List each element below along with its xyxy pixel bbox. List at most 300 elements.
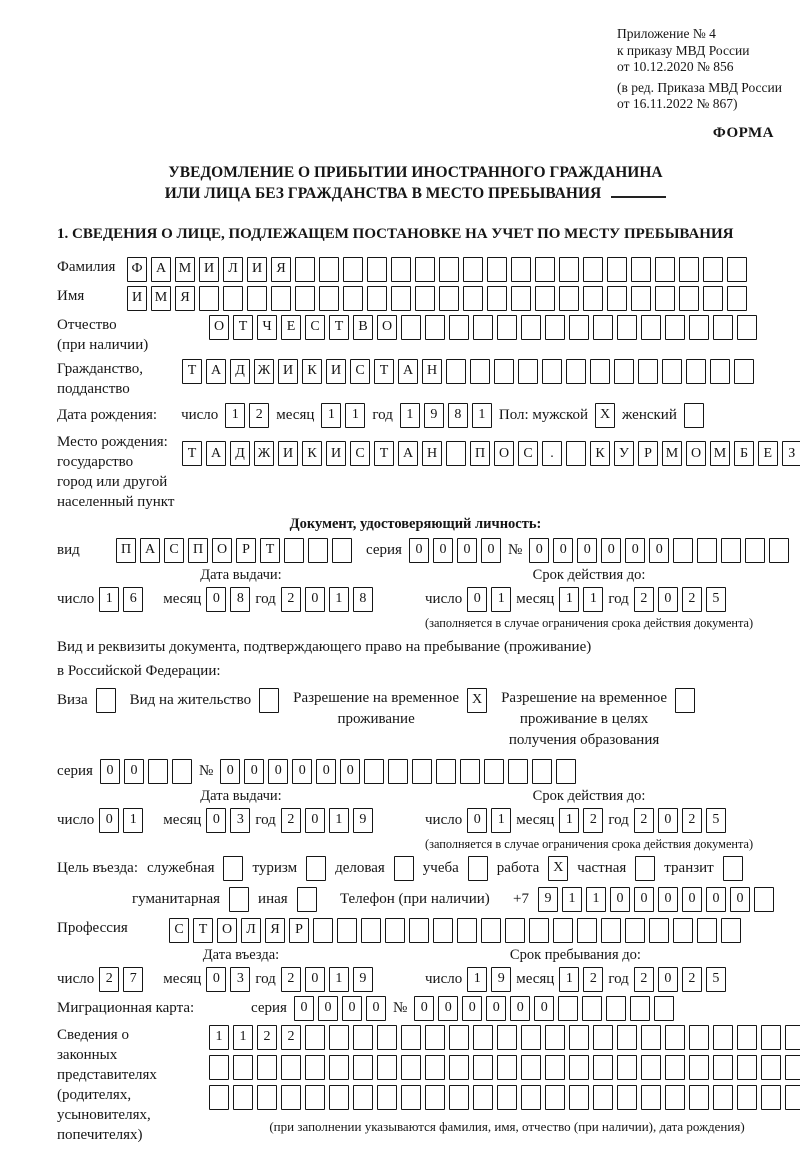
- char-cell[interactable]: 2: [281, 1025, 301, 1050]
- char-cell[interactable]: [785, 1055, 800, 1080]
- char-cell[interactable]: [737, 315, 757, 340]
- char-cell[interactable]: М: [151, 286, 171, 311]
- char-cell[interactable]: [569, 1025, 589, 1050]
- char-cell[interactable]: 5: [706, 587, 726, 612]
- char-cell[interactable]: .: [542, 441, 562, 466]
- char-cell[interactable]: [497, 1055, 517, 1080]
- char-cell[interactable]: Я: [271, 257, 291, 282]
- char-cell[interactable]: [713, 1025, 733, 1050]
- char-cell[interactable]: 0: [316, 759, 336, 784]
- char-cell[interactable]: [545, 315, 565, 340]
- char-cell[interactable]: 0: [634, 887, 654, 912]
- char-cell[interactable]: [521, 315, 541, 340]
- char-cell[interactable]: 0: [366, 996, 386, 1021]
- char-cell[interactable]: [361, 918, 381, 943]
- char-cell[interactable]: 1: [400, 403, 420, 428]
- char-cell[interactable]: [470, 359, 490, 384]
- char-cell[interactable]: [353, 1025, 373, 1050]
- char-cell[interactable]: Ф: [127, 257, 147, 282]
- char-cell[interactable]: 2: [99, 967, 119, 992]
- char-cell[interactable]: [401, 1085, 421, 1110]
- char-cell[interactable]: [353, 1085, 373, 1110]
- char-cell[interactable]: 0: [342, 996, 362, 1021]
- char-cell[interactable]: [505, 918, 525, 943]
- char-cell[interactable]: Д: [230, 359, 250, 384]
- char-cell[interactable]: [247, 286, 267, 311]
- char-cell[interactable]: 0: [467, 808, 487, 833]
- char-cell[interactable]: П: [188, 538, 208, 563]
- char-cell[interactable]: Е: [758, 441, 778, 466]
- char-cell[interactable]: А: [206, 441, 226, 466]
- char-cell[interactable]: 0: [438, 996, 458, 1021]
- char-cell[interactable]: Я: [175, 286, 195, 311]
- char-cell[interactable]: Р: [638, 441, 658, 466]
- char-cell[interactable]: 1: [123, 808, 143, 833]
- char-cell[interactable]: [713, 1055, 733, 1080]
- char-cell[interactable]: 2: [634, 967, 654, 992]
- char-cell[interactable]: М: [175, 257, 195, 282]
- char-cell[interactable]: 0: [414, 996, 434, 1021]
- char-cell[interactable]: 0: [534, 996, 554, 1021]
- char-cell[interactable]: 2: [583, 967, 603, 992]
- char-cell[interactable]: 8: [230, 587, 250, 612]
- char-cell[interactable]: 0: [206, 808, 226, 833]
- char-cell[interactable]: [319, 257, 339, 282]
- char-cell[interactable]: [377, 1055, 397, 1080]
- char-cell[interactable]: [439, 286, 459, 311]
- char-cell[interactable]: [545, 1055, 565, 1080]
- char-cell[interactable]: [223, 286, 243, 311]
- char-cell[interactable]: [582, 996, 602, 1021]
- char-cell[interactable]: [209, 1055, 229, 1080]
- char-cell[interactable]: [281, 1085, 301, 1110]
- char-cell[interactable]: 1: [321, 403, 341, 428]
- char-cell[interactable]: О: [212, 538, 232, 563]
- char-cell[interactable]: [425, 1025, 445, 1050]
- char-cell[interactable]: [497, 1085, 517, 1110]
- char-cell[interactable]: А: [398, 359, 418, 384]
- char-cell[interactable]: [654, 996, 674, 1021]
- char-cell[interactable]: [689, 315, 709, 340]
- char-cell[interactable]: 0: [510, 996, 530, 1021]
- char-cell[interactable]: [425, 1085, 445, 1110]
- char-cell[interactable]: О: [686, 441, 706, 466]
- char-cell[interactable]: 0: [305, 808, 325, 833]
- char-cell[interactable]: А: [140, 538, 160, 563]
- char-cell[interactable]: [401, 315, 421, 340]
- char-cell[interactable]: И: [326, 441, 346, 466]
- char-cell[interactable]: [391, 286, 411, 311]
- char-cell[interactable]: И: [127, 286, 147, 311]
- char-cell[interactable]: [473, 1085, 493, 1110]
- char-cell[interactable]: [305, 1085, 325, 1110]
- char-cell[interactable]: [545, 1025, 565, 1050]
- char-cell[interactable]: [679, 286, 699, 311]
- char-cell[interactable]: [583, 286, 603, 311]
- char-cell[interactable]: С: [169, 918, 189, 943]
- char-cell[interactable]: [385, 918, 405, 943]
- char-cell[interactable]: [391, 257, 411, 282]
- char-cell[interactable]: [257, 1055, 277, 1080]
- char-cell[interactable]: [481, 918, 501, 943]
- char-cell[interactable]: [679, 257, 699, 282]
- char-cell[interactable]: 0: [467, 587, 487, 612]
- char-cell[interactable]: [425, 315, 445, 340]
- char-cell[interactable]: [631, 286, 651, 311]
- char-cell[interactable]: [521, 1055, 541, 1080]
- char-cell[interactable]: И: [326, 359, 346, 384]
- char-cell[interactable]: Р: [289, 918, 309, 943]
- char-cell[interactable]: 1: [99, 587, 119, 612]
- char-cell[interactable]: [518, 359, 538, 384]
- char-cell[interactable]: 0: [610, 887, 630, 912]
- char-cell[interactable]: [436, 759, 456, 784]
- char-cell[interactable]: 3: [230, 808, 250, 833]
- char-cell[interactable]: С: [350, 441, 370, 466]
- char-cell[interactable]: [295, 286, 315, 311]
- char-cell[interactable]: 0: [658, 967, 678, 992]
- char-cell[interactable]: 0: [99, 808, 119, 833]
- char-cell[interactable]: [583, 257, 603, 282]
- char-cell[interactable]: Р: [236, 538, 256, 563]
- char-cell[interactable]: Н: [422, 359, 442, 384]
- char-cell[interactable]: [460, 759, 480, 784]
- char-cell[interactable]: [713, 1085, 733, 1110]
- char-cell[interactable]: [569, 1055, 589, 1080]
- char-cell[interactable]: П: [116, 538, 136, 563]
- char-cell[interactable]: У: [614, 441, 634, 466]
- char-cell[interactable]: [593, 315, 613, 340]
- char-cell[interactable]: Н: [422, 441, 442, 466]
- char-cell[interactable]: [655, 286, 675, 311]
- char-cell[interactable]: 0: [553, 538, 573, 563]
- char-cell[interactable]: 8: [353, 587, 373, 612]
- char-cell[interactable]: [367, 286, 387, 311]
- char-cell[interactable]: [559, 286, 579, 311]
- char-cell[interactable]: 1: [559, 967, 579, 992]
- char-cell[interactable]: 1: [491, 808, 511, 833]
- char-cell[interactable]: [566, 359, 586, 384]
- char-cell[interactable]: Д: [230, 441, 250, 466]
- char-cell[interactable]: 2: [281, 587, 301, 612]
- char-cell[interactable]: [769, 538, 789, 563]
- char-cell[interactable]: [607, 286, 627, 311]
- char-cell[interactable]: [737, 1085, 757, 1110]
- char-cell[interactable]: [761, 1085, 781, 1110]
- char-cell[interactable]: [593, 1085, 613, 1110]
- char-cell[interactable]: Б: [734, 441, 754, 466]
- char-cell[interactable]: 0: [244, 759, 264, 784]
- char-cell[interactable]: 0: [601, 538, 621, 563]
- char-cell[interactable]: [703, 286, 723, 311]
- char-cell[interactable]: [559, 257, 579, 282]
- char-cell[interactable]: [542, 359, 562, 384]
- char-cell[interactable]: [388, 759, 408, 784]
- char-cell[interactable]: [377, 1025, 397, 1050]
- char-cell[interactable]: [606, 996, 626, 1021]
- char-cell[interactable]: [463, 286, 483, 311]
- char-cell[interactable]: 2: [634, 808, 654, 833]
- char-cell[interactable]: [665, 1085, 685, 1110]
- char-cell[interactable]: 8: [448, 403, 468, 428]
- char-cell[interactable]: 0: [625, 538, 645, 563]
- char-cell[interactable]: Т: [182, 359, 202, 384]
- char-cell[interactable]: 2: [249, 403, 269, 428]
- char-cell[interactable]: [697, 918, 717, 943]
- char-cell[interactable]: 0: [318, 996, 338, 1021]
- char-cell[interactable]: [415, 257, 435, 282]
- char-cell[interactable]: [511, 257, 531, 282]
- char-cell[interactable]: Т: [329, 315, 349, 340]
- char-cell[interactable]: 1: [491, 587, 511, 612]
- char-cell[interactable]: [689, 1025, 709, 1050]
- char-cell[interactable]: [308, 538, 328, 563]
- char-cell[interactable]: 0: [706, 887, 726, 912]
- char-cell[interactable]: [638, 359, 658, 384]
- char-cell[interactable]: [684, 403, 704, 428]
- char-cell[interactable]: Т: [193, 918, 213, 943]
- char-cell[interactable]: [305, 1025, 325, 1050]
- char-cell[interactable]: 0: [100, 759, 120, 784]
- char-cell[interactable]: [329, 1055, 349, 1080]
- char-cell[interactable]: [425, 1055, 445, 1080]
- char-cell[interactable]: 2: [682, 967, 702, 992]
- char-cell[interactable]: [545, 1085, 565, 1110]
- char-cell[interactable]: [415, 286, 435, 311]
- char-cell[interactable]: 0: [305, 967, 325, 992]
- char-cell[interactable]: [641, 1055, 661, 1080]
- char-cell[interactable]: [468, 856, 488, 881]
- char-cell[interactable]: [148, 759, 168, 784]
- char-cell[interactable]: [521, 1085, 541, 1110]
- char-cell[interactable]: [433, 918, 453, 943]
- char-cell[interactable]: [473, 1025, 493, 1050]
- char-cell[interactable]: И: [199, 257, 219, 282]
- char-cell[interactable]: [449, 1025, 469, 1050]
- char-cell[interactable]: [641, 1085, 661, 1110]
- char-cell[interactable]: [630, 996, 650, 1021]
- char-cell[interactable]: 1: [233, 1025, 253, 1050]
- char-cell[interactable]: [229, 887, 249, 912]
- char-cell[interactable]: [463, 257, 483, 282]
- char-cell[interactable]: [532, 759, 552, 784]
- char-cell[interactable]: 9: [424, 403, 444, 428]
- char-cell[interactable]: [484, 759, 504, 784]
- char-cell[interactable]: 2: [583, 808, 603, 833]
- char-cell[interactable]: 0: [658, 587, 678, 612]
- char-cell[interactable]: [553, 918, 573, 943]
- char-cell[interactable]: [665, 315, 685, 340]
- char-cell[interactable]: [745, 538, 765, 563]
- char-cell[interactable]: [439, 257, 459, 282]
- char-cell[interactable]: [297, 887, 317, 912]
- char-cell[interactable]: 0: [481, 538, 501, 563]
- char-cell[interactable]: 0: [486, 996, 506, 1021]
- char-cell[interactable]: [649, 918, 669, 943]
- char-cell[interactable]: 0: [577, 538, 597, 563]
- char-cell[interactable]: [223, 856, 243, 881]
- char-cell[interactable]: [721, 918, 741, 943]
- char-cell[interactable]: [601, 918, 621, 943]
- char-cell[interactable]: 9: [491, 967, 511, 992]
- char-cell[interactable]: [172, 759, 192, 784]
- char-cell[interactable]: 1: [329, 808, 349, 833]
- char-cell[interactable]: Я: [265, 918, 285, 943]
- char-cell[interactable]: 1: [559, 808, 579, 833]
- char-cell[interactable]: 2: [682, 587, 702, 612]
- char-cell[interactable]: 1: [467, 967, 487, 992]
- char-cell[interactable]: А: [398, 441, 418, 466]
- char-cell[interactable]: 0: [433, 538, 453, 563]
- char-cell[interactable]: Ж: [254, 359, 274, 384]
- char-cell[interactable]: [409, 918, 429, 943]
- char-cell[interactable]: [257, 1085, 277, 1110]
- char-cell[interactable]: [295, 257, 315, 282]
- char-cell[interactable]: М: [662, 441, 682, 466]
- char-cell[interactable]: 0: [462, 996, 482, 1021]
- char-cell[interactable]: [233, 1085, 253, 1110]
- char-cell[interactable]: С: [518, 441, 538, 466]
- char-cell[interactable]: [367, 257, 387, 282]
- char-cell[interactable]: [521, 1025, 541, 1050]
- char-cell[interactable]: [535, 286, 555, 311]
- char-cell[interactable]: Т: [374, 441, 394, 466]
- char-cell[interactable]: [319, 286, 339, 311]
- char-cell[interactable]: 0: [529, 538, 549, 563]
- char-cell[interactable]: 0: [206, 587, 226, 612]
- char-cell[interactable]: В: [353, 315, 373, 340]
- char-cell[interactable]: [449, 1085, 469, 1110]
- char-cell[interactable]: [306, 856, 326, 881]
- char-cell[interactable]: [305, 1055, 325, 1080]
- char-cell[interactable]: И: [278, 441, 298, 466]
- char-cell[interactable]: [259, 688, 279, 713]
- char-cell[interactable]: 7: [123, 967, 143, 992]
- char-cell[interactable]: [655, 257, 675, 282]
- char-cell[interactable]: 9: [353, 808, 373, 833]
- char-cell[interactable]: Т: [182, 441, 202, 466]
- char-cell[interactable]: [673, 538, 693, 563]
- char-cell[interactable]: [401, 1055, 421, 1080]
- char-cell[interactable]: Т: [233, 315, 253, 340]
- char-cell[interactable]: 0: [649, 538, 669, 563]
- char-cell[interactable]: 6: [123, 587, 143, 612]
- char-cell[interactable]: [625, 918, 645, 943]
- char-cell[interactable]: [511, 286, 531, 311]
- char-cell[interactable]: [665, 1055, 685, 1080]
- char-cell[interactable]: 0: [340, 759, 360, 784]
- char-cell[interactable]: 9: [353, 967, 373, 992]
- char-cell[interactable]: 0: [658, 808, 678, 833]
- char-cell[interactable]: [377, 1085, 397, 1110]
- char-cell[interactable]: [635, 856, 655, 881]
- char-cell[interactable]: 1: [559, 587, 579, 612]
- char-cell[interactable]: 2: [281, 967, 301, 992]
- char-cell[interactable]: [494, 359, 514, 384]
- char-cell[interactable]: [577, 918, 597, 943]
- char-cell[interactable]: Т: [374, 359, 394, 384]
- char-cell[interactable]: 0: [268, 759, 288, 784]
- char-cell[interactable]: [353, 1055, 373, 1080]
- char-cell[interactable]: [697, 538, 717, 563]
- char-cell[interactable]: [412, 759, 432, 784]
- char-cell[interactable]: [446, 359, 466, 384]
- char-cell[interactable]: [364, 759, 384, 784]
- char-cell[interactable]: Ж: [254, 441, 274, 466]
- char-cell[interactable]: [617, 315, 637, 340]
- char-cell[interactable]: 1: [329, 587, 349, 612]
- char-cell[interactable]: Т: [260, 538, 280, 563]
- char-cell[interactable]: [689, 1055, 709, 1080]
- char-cell[interactable]: [457, 918, 477, 943]
- char-cell[interactable]: [761, 1055, 781, 1080]
- char-cell[interactable]: О: [209, 315, 229, 340]
- char-cell[interactable]: И: [247, 257, 267, 282]
- char-cell[interactable]: [497, 315, 517, 340]
- char-cell[interactable]: С: [350, 359, 370, 384]
- char-cell[interactable]: [199, 286, 219, 311]
- char-cell[interactable]: [446, 441, 466, 466]
- char-cell[interactable]: [721, 538, 741, 563]
- char-cell[interactable]: [723, 856, 743, 881]
- char-cell[interactable]: [284, 538, 304, 563]
- char-cell[interactable]: [673, 918, 693, 943]
- char-cell[interactable]: 2: [257, 1025, 277, 1050]
- char-cell[interactable]: А: [206, 359, 226, 384]
- char-cell[interactable]: [734, 359, 754, 384]
- char-cell[interactable]: 5: [706, 808, 726, 833]
- char-cell[interactable]: [96, 688, 116, 713]
- char-cell[interactable]: 2: [281, 808, 301, 833]
- char-cell[interactable]: [761, 1025, 781, 1050]
- char-cell[interactable]: 0: [220, 759, 240, 784]
- char-cell[interactable]: 0: [292, 759, 312, 784]
- char-cell[interactable]: О: [217, 918, 237, 943]
- char-cell[interactable]: [329, 1085, 349, 1110]
- char-cell[interactable]: X: [548, 856, 568, 881]
- char-cell[interactable]: 1: [583, 587, 603, 612]
- char-cell[interactable]: [332, 538, 352, 563]
- char-cell[interactable]: [710, 359, 730, 384]
- char-cell[interactable]: [487, 286, 507, 311]
- char-cell[interactable]: Л: [223, 257, 243, 282]
- char-cell[interactable]: [558, 996, 578, 1021]
- char-cell[interactable]: О: [377, 315, 397, 340]
- char-cell[interactable]: 9: [538, 887, 558, 912]
- char-cell[interactable]: 1: [562, 887, 582, 912]
- char-cell[interactable]: [281, 1055, 301, 1080]
- char-cell[interactable]: [590, 359, 610, 384]
- char-cell[interactable]: [497, 1025, 517, 1050]
- char-cell[interactable]: [713, 315, 733, 340]
- char-cell[interactable]: 1: [586, 887, 606, 912]
- char-cell[interactable]: 0: [730, 887, 750, 912]
- char-cell[interactable]: X: [595, 403, 615, 428]
- char-cell[interactable]: [785, 1085, 800, 1110]
- char-cell[interactable]: С: [305, 315, 325, 340]
- char-cell[interactable]: 0: [206, 967, 226, 992]
- char-cell[interactable]: 5: [706, 967, 726, 992]
- char-cell[interactable]: З: [782, 441, 800, 466]
- char-cell[interactable]: 0: [658, 887, 678, 912]
- char-cell[interactable]: [473, 1055, 493, 1080]
- char-cell[interactable]: [737, 1025, 757, 1050]
- char-cell[interactable]: [329, 1025, 349, 1050]
- char-cell[interactable]: [727, 257, 747, 282]
- char-cell[interactable]: [556, 759, 576, 784]
- char-cell[interactable]: [473, 315, 493, 340]
- char-cell[interactable]: [271, 286, 291, 311]
